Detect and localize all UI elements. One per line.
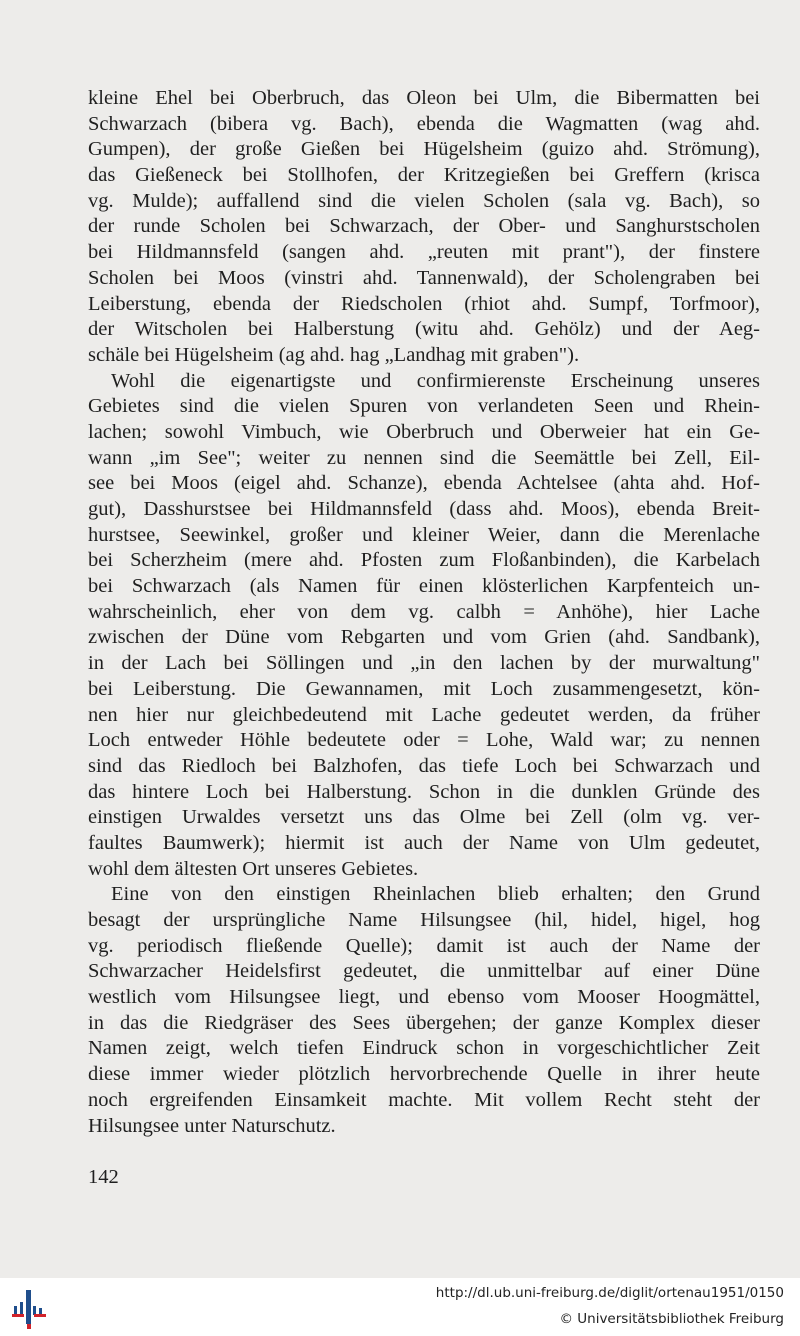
text-line: das Gießeneck bei Stollhofen, der Kritzegießen bei Greffern (krisca (88, 164, 760, 187)
text-line: noch ergreifenden Einsamkeit machte. Mit vollem Recht steht der (88, 1088, 760, 1111)
text-line: nen hier nur gleichbedeutend mit Lache gedeutet werden, da früher (88, 703, 760, 726)
text-line: bei Hildmannsfeld (sangen ahd. „reuten mit prant"), der finstere (88, 241, 760, 264)
text-line: Gebietes sind die vielen Spuren von verlandeten Seen und Rhein- (88, 395, 760, 418)
text-line: Wohl die eigenartigste und confirmierenste Erscheinung unseres (111, 369, 760, 392)
text-line: Namen zeigt, welch tiefen Eindruck schon in vorgeschichtlicher Zeit (88, 1037, 760, 1060)
body-text (88, 86, 760, 1139)
text-line: der Witscholen bei Halberstung (witu ahd. Gehölz) und der Aeg- (88, 318, 760, 341)
text-line: lachen; sowohl Vimbuch, wie Oberbruch und Oberweier hat ein Ge- (88, 420, 760, 443)
text-line: zwischen der Düne vom Rebgarten und vom Grien (ahd. Sandbank), (88, 626, 760, 649)
source-url-link[interactable]: http://dl.ub.uni-freiburg.de/diglit/ortenau1951/0150 (435, 1285, 784, 1301)
text-line: gut), Dasshurstsee bei Hildmannsfeld (dass ahd. Moos), ebenda Breit- (88, 498, 760, 520)
text-line: Eine von den einstigen Rheinlachen blieb erhalten; den Grund (111, 883, 760, 906)
text-line: kleine Ehel bei Oberbruch, das Oleon bei Ulm, die Bibermatten bei (88, 87, 760, 109)
text-line: Leiberstung, ebenda der Riedscholen (rhiot ahd. Sumpf, Torfmoor), (88, 292, 760, 315)
text-line: see bei Moos (eigel ahd. Schanze), ebenda Achtelsee (ahta ahd. Hof- (88, 472, 760, 495)
text-line: bei Schwarzach (als Namen für einen klösterlichen Karpfenteich un- (88, 575, 760, 598)
text-line: vg. periodisch fließende Quelle); damit ist auch der Name der (88, 934, 760, 957)
copyright-text: © Universitätsbibliothek Freiburg (559, 1311, 784, 1327)
ub-freiburg-logo-icon (12, 1286, 52, 1330)
paragraph (88, 882, 760, 1139)
text-line: bei Scherzheim (mere ahd. Pfosten zum Floßanbinden), die Karbelach (88, 549, 760, 572)
text-line: schäle bei Hügelsheim (ag ahd. hag „Landhag mit graben"). (88, 343, 580, 366)
text-line: Hilsungsee unter Naturschutz. (88, 1114, 336, 1137)
page-number: 142 (88, 1166, 119, 1188)
text-line: westlich vom Hilsungsee liegt, und ebenso vom Mooser Hoogmättel, (88, 986, 760, 1009)
text-line: in der Lach bei Söllingen und „in den lachen by der murwaltung" (88, 652, 760, 675)
text-line: wohl dem ältesten Ort unseres Gebietes. (88, 857, 419, 880)
text-line: Schwarzacher Heidelsfirst gedeutet, die unmittelbar auf einer Düne (88, 960, 760, 983)
text-line: sind das Riedloch bei Balzhofen, das tiefe Loch bei Schwarzach und (88, 754, 760, 777)
text-line: hurstsee, Seewinkel, großer und kleiner Weier, dann die Merenlache (88, 523, 760, 546)
text-line: wahrscheinlich, eher von dem vg. calbh = Anhöhe), hier Lache (88, 600, 760, 623)
text-line: vg. Mulde); auffallend sind die vielen Scholen (sala vg. Bach), so (88, 189, 760, 212)
paragraph (88, 369, 760, 883)
text-line: Schwarzach (bibera vg. Bach), ebenda die Wagmatten (wag ahd. (88, 112, 760, 135)
text-line: einstigen Urwaldes versetzt uns das Olme bei Zell (olm vg. ver- (88, 806, 760, 829)
text-line: das hintere Loch bei Halberstung. Schon in die dunklen Gründe des (88, 780, 760, 803)
text-line: wann „im See"; weiter zu nennen sind die Seemättle bei Zell, Eil- (88, 446, 760, 469)
text-line: Gumpen), der große Gießen bei Hügelsheim (guizo ahd. Strömung), (88, 138, 760, 161)
text-line: faultes Baumwerk); hiermit ist auch der Name von Ulm gedeutet, (88, 831, 760, 854)
text-line: bei Leiberstung. Die Gewannamen, mit Loch zusammengesetzt, kön- (88, 677, 760, 700)
text-line: besagt der ursprüngliche Name Hilsungsee (hil, hidel, higel, hog (88, 909, 760, 931)
paragraph (88, 86, 760, 369)
text-line: diese immer wieder plötzlich hervorbrechende Quelle in ihrer heute (88, 1063, 760, 1086)
text-line: Scholen bei Moos (vinstri ahd. Tannenwald), der Scholengraben bei (88, 266, 760, 289)
text-line: Loch entweder Höhle bedeutete oder = Lohe, Wald war; zu nennen (88, 729, 760, 752)
text-line: in das die Riedgräser des Sees übergehen; der ganze Komplex dieser (88, 1011, 760, 1034)
text-line: der runde Scholen bei Schwarzach, der Ober- und Sanghurstscholen (88, 215, 760, 238)
footer-bar (0, 1278, 800, 1336)
